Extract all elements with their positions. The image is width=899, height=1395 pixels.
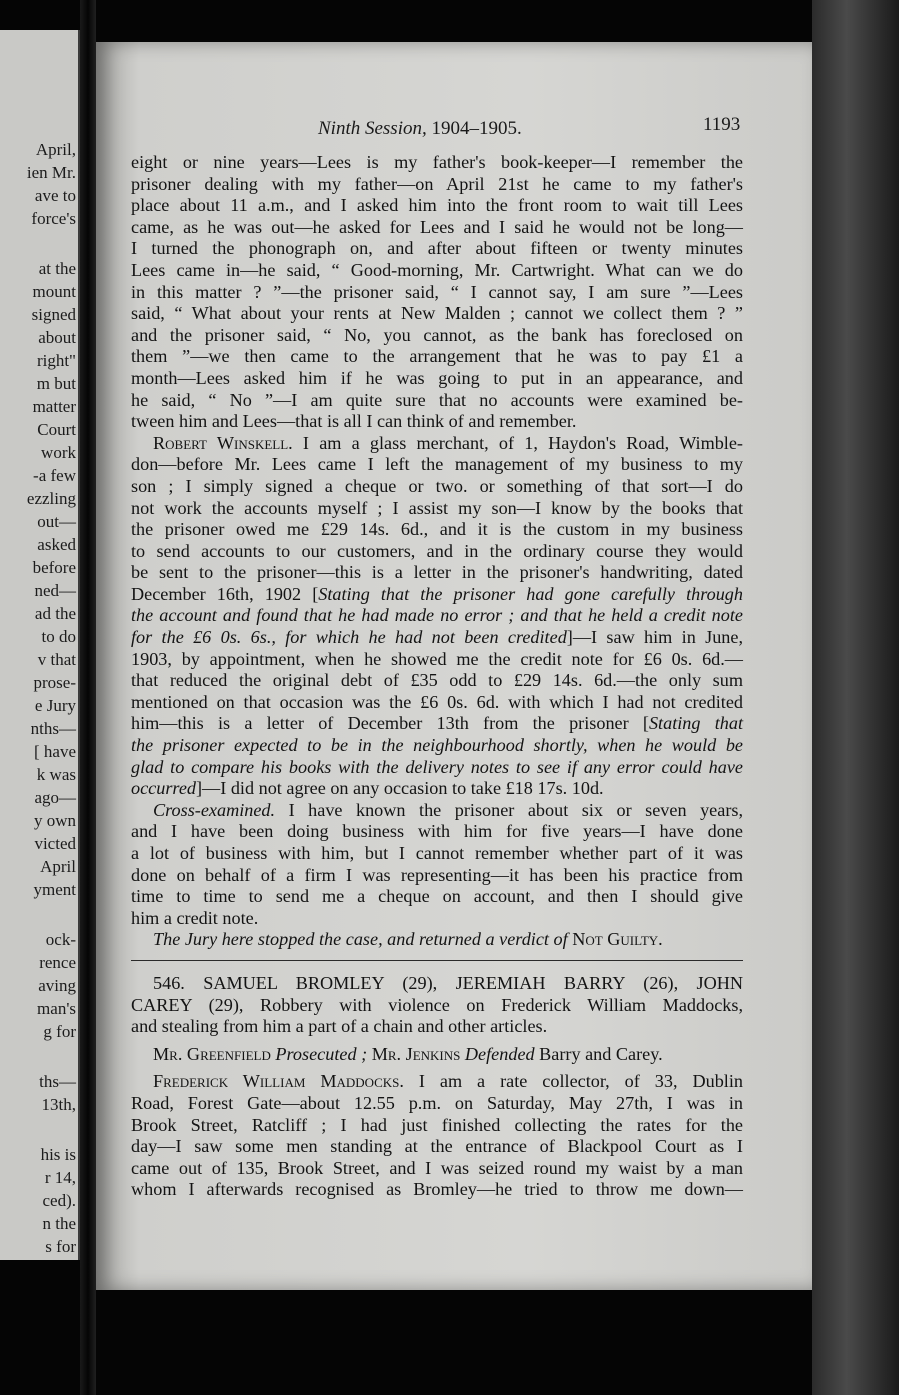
margin-fragment: -a few: [33, 466, 76, 485]
text-line: 546. SAMUEL BROMLEY (29), JEREMIAH BARRY (26), JOHN: [153, 972, 743, 993]
margin-fragment: ned—: [34, 581, 76, 600]
text-line: done on behalf of a firm I was representing—it has been his practice from: [131, 864, 743, 885]
text-line: and the prisoner said, “ No, you cannot, as the bank has foreclosed on: [131, 324, 743, 345]
margin-fragment: e Jury: [34, 696, 76, 715]
book-page: [96, 42, 812, 1290]
margin-fragment: to do: [41, 627, 76, 646]
text-line: to send accounts to our customers, and in the ordinary course they would: [131, 540, 743, 561]
margin-fragment: matter: [32, 397, 76, 416]
page-number: 1193: [703, 114, 741, 135]
previous-page-margin: [0, 30, 82, 1260]
margin-fragment: nths—: [30, 719, 76, 738]
margin-fragment: before: [32, 558, 76, 577]
text-line: [131, 584, 743, 606]
margin-fragment: ien Mr.: [26, 163, 76, 182]
margin-fragment: y own: [33, 811, 76, 830]
page-edge-shadow: [812, 0, 899, 1395]
text-line: tween him and Lees—that is all I can think of and remember.: [131, 411, 577, 432]
margin-fragment: ock-: [45, 930, 76, 949]
margin-fragment: r 14,: [44, 1168, 76, 1187]
text-line: came, as he was out—he asked for Lees and I said he would not be long—: [131, 216, 743, 237]
text-line: a lot of business with him, but I cannot remember whether part of it was: [131, 843, 743, 863]
margin-fragment: 13th,: [41, 1095, 76, 1114]
text-line: CAREY (29), Robbery with violence on Frederick William Maddocks,: [131, 994, 743, 1015]
margin-fragment: work: [41, 443, 76, 462]
witness-name: Robert Winskell.: [153, 432, 293, 453]
counsel-role: Prosecuted ;: [270, 1043, 372, 1064]
text-span: ]—I saw him in June,: [566, 627, 744, 648]
margin-fragment: April: [40, 857, 76, 876]
margin-fragment: ad the: [34, 604, 76, 623]
letter-summary: the prisoner expected to be in the neighbourhood shortly, when he would be: [131, 735, 743, 756]
text-line: [131, 713, 743, 735]
text-line: I turned the phonograph on, and after about fifteen or twenty minutes: [131, 238, 743, 259]
text-line: them ”—we then came to the arrangement that he was to pay £1 a: [131, 346, 743, 367]
margin-fragment: ezzling: [26, 489, 76, 508]
letter-summary: for the £6 0s. 6s., for which he had not been credited: [131, 627, 567, 648]
text-span: ]—I did not agree on any occasion to take £18 17s. 10d.: [195, 778, 604, 799]
margin-fragment: ago—: [34, 788, 76, 807]
margin-fragment: m but: [36, 374, 76, 393]
margin-fragment: right": [36, 351, 76, 370]
verdict-line: [131, 929, 743, 951]
text-line: [131, 800, 743, 822]
margin-fragment: Court: [37, 420, 76, 439]
margin-fragment: his is: [40, 1145, 76, 1164]
text-line: [131, 605, 743, 627]
counsel-role: Defended: [460, 1043, 535, 1064]
margin-fragment: aving: [38, 976, 76, 995]
text-line: [131, 627, 743, 649]
margin-fragment: about: [38, 328, 76, 347]
letter-summary: the account and found that he had made no error ; and that he held a credit note: [131, 605, 743, 626]
text-line: 1903, by appointment, when he showed me the credit note for £6 0s. 6d.—: [131, 648, 743, 669]
text-line: said, “ What about your rents at New Malden ; cannot we collect them ? ”: [131, 303, 743, 324]
margin-fragment: s for: [45, 1237, 76, 1256]
margin-fragment: ced).: [42, 1191, 76, 1210]
text-line: he said, “ No ”—I am quite sure that no accounts were examined be-: [131, 389, 743, 410]
text-line: place about 11 a.m., and I asked him into the front room to wait till Lees: [131, 195, 743, 216]
text-span: I am a glass merchant, of 1, Haydon's Road, Wimble-: [292, 432, 743, 453]
margin-fragment: prose-: [33, 673, 76, 692]
text-line: that reduced the original debt of £35 odd to £29 14s. 6d.—the only sum: [131, 670, 743, 691]
text-line: the prisoner owed me £29 14s. 6d., and it is the custom in my business: [131, 519, 743, 540]
text-line: [131, 757, 743, 779]
text-line: day—I saw some men standing at the entrance of Blackpool Court as I: [131, 1136, 743, 1157]
text-span: Barry and Carey.: [534, 1043, 663, 1064]
text-span: I have known the prisoner about six or seven years,: [275, 799, 743, 820]
text-line: mentioned on that occasion was the £6 0s. 6d. with which I had not credited: [131, 691, 743, 712]
text-line: [131, 433, 743, 455]
running-head-session: Ninth Session,: [318, 118, 427, 139]
margin-fragment: ave to: [34, 186, 76, 205]
margin-fragment: mount: [32, 282, 76, 301]
margin-fragment: out—: [37, 512, 76, 531]
text-line: son ; I simply signed a cheque or two. or something of that sort—I do: [131, 475, 743, 496]
counsel-line: [131, 1044, 743, 1066]
text-line: [131, 735, 743, 757]
letter-summary: glad to compare his books with the delivery notes to see if any error could have: [131, 756, 743, 777]
text-span: I am a rate collector, of 33, Dublin: [403, 1071, 743, 1092]
text-line: eight or nine years—Lees is my father's book-keeper—I remember the: [131, 152, 743, 172]
text-line: and stealing from him a part of a chain and other articles.: [131, 1016, 548, 1037]
section-divider: [131, 960, 743, 961]
margin-fragment: asked: [37, 535, 76, 554]
text-line: month—Lees asked him if he was going to put in an appearance, and: [131, 367, 743, 388]
verdict-text: The Jury here stopped the case, and returned a verdict of: [153, 929, 573, 950]
margin-fragment: [ have: [33, 742, 76, 761]
letter-summary: Stating that the prisoner had gone carefully through: [318, 583, 743, 604]
margin-fragment: g for: [43, 1022, 76, 1041]
text-line: Brook Street, Ratcliff ; I had just finished collecting the rates for the: [131, 1114, 743, 1135]
margin-fragment: signed: [31, 305, 76, 324]
paragraph-maddocks-testimony: [131, 1071, 743, 1201]
paragraph-cross-examination: [131, 800, 743, 930]
margin-fragment: April,: [35, 140, 76, 159]
paragraph-cartwright-testimony: [131, 152, 743, 433]
verdict-result: Not Guilty.: [572, 929, 663, 950]
page-header: [96, 114, 812, 148]
text-line: and I have been doing business with him for five years—I have done: [131, 821, 743, 842]
letter-summary: Stating that: [648, 713, 743, 734]
running-head: [318, 118, 522, 140]
margin-fragment: yment: [33, 880, 76, 899]
running-head-years: 1904–1905.: [426, 118, 522, 139]
text-line: Road, Forest Gate—about 12.55 p.m. on Saturday, May 27th, I was in: [131, 1092, 743, 1113]
text-line: time to time to send me a cheque on account, and then I should give: [131, 886, 743, 907]
text-line: him a credit note.: [131, 907, 259, 928]
text-line: Lees came in—he said, “ Good-morning, Mr. Cartwright. What can we do: [131, 259, 743, 280]
text-line: came out of 135, Brook Street, and I was seized round my waist by a man: [131, 1157, 743, 1178]
margin-fragment: force's: [31, 209, 76, 228]
text-span: him—this is a letter of December 13th from the prisoner [: [131, 713, 649, 734]
text-line: in this matter ? ”—the prisoner said, “ I cannot say, I am sure ”—Lees: [131, 281, 743, 302]
margin-fragment: at the: [38, 259, 76, 278]
margin-fragment: ths—: [39, 1072, 76, 1091]
text-line: don—before Mr. Lees came I left the management of my business to my: [131, 454, 743, 475]
margin-fragment: victed: [34, 834, 76, 853]
book-spine: [80, 0, 96, 1395]
margin-fragment: k was: [36, 765, 76, 784]
text-span: December 16th, 1902 [: [131, 583, 319, 604]
counsel-name: Mr. Greenfield: [153, 1043, 271, 1064]
text-line: be sent to the prisoner—this is a letter in the prisoner's handwriting, dated: [131, 562, 743, 583]
counsel-name: Mr. Jenkins: [371, 1043, 461, 1064]
margin-fragment: man's: [37, 999, 76, 1018]
margin-fragment: rence: [39, 953, 76, 972]
text-line: prisoner dealing with my father—on April 21st he came to my father's: [131, 173, 743, 194]
text-line: not work the accounts myself ; I assist my son—I know by the books that: [131, 497, 743, 518]
margin-fragment: n the: [42, 1214, 76, 1233]
paragraph-winskell-testimony: [131, 433, 743, 800]
case-heading: [131, 973, 743, 1038]
letter-summary: occurred: [131, 778, 196, 799]
text-line: [131, 778, 743, 800]
witness-name: Frederick William Maddocks.: [153, 1071, 404, 1092]
cross-examined-label: Cross-examined.: [153, 799, 276, 820]
text-line: whom I afterwards recognised as Bromley—he tried to throw me down—: [131, 1179, 743, 1200]
text-line: [131, 1071, 743, 1093]
page-body: [131, 152, 743, 1201]
margin-fragment: v that: [37, 650, 76, 669]
